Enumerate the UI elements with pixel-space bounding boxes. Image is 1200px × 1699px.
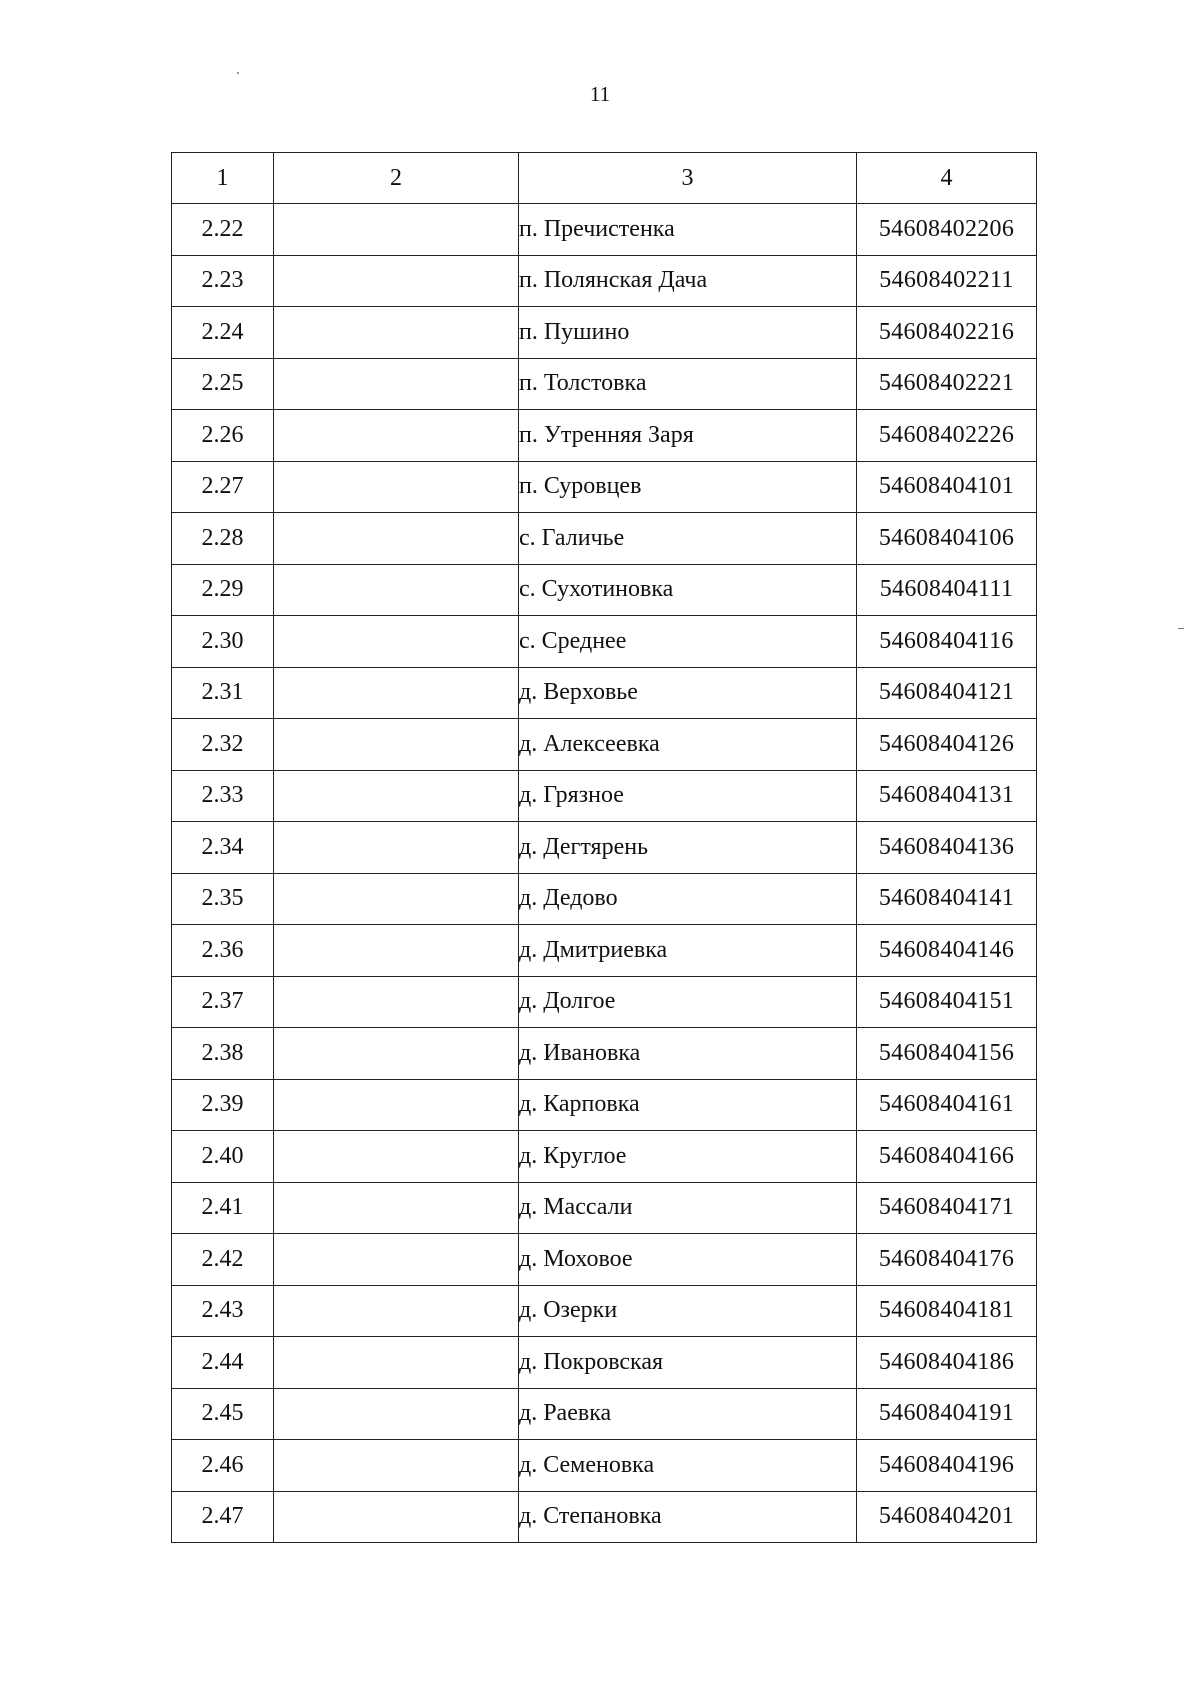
row-number-cell: 2.46 <box>172 1440 274 1492</box>
row-number-cell: 2.35 <box>172 873 274 925</box>
table-row <box>172 822 1037 874</box>
table-row <box>172 1388 1037 1440</box>
oktmo-code-cell: 54608404166 <box>857 1131 1037 1183</box>
row-number-cell: 2.28 <box>172 513 274 565</box>
oktmo-code-cell: 54608404136 <box>857 822 1037 874</box>
oktmo-code-cell: 54608404156 <box>857 1028 1037 1080</box>
column-2-cell <box>274 770 519 822</box>
settlement-name-cell: с. Сухотиновка <box>519 564 857 616</box>
settlement-name-cell: д. Моховое <box>519 1234 857 1286</box>
settlement-name-cell: с. Среднее <box>519 616 857 668</box>
row-number-cell: 2.33 <box>172 770 274 822</box>
column-2-cell <box>274 1079 519 1131</box>
oktmo-code-cell: 54608404101 <box>857 461 1037 513</box>
oktmo-code-cell: 54608402216 <box>857 307 1037 359</box>
settlement-name-cell: д. Дедово <box>519 873 857 925</box>
settlement-name-cell: д. Покровская <box>519 1337 857 1389</box>
oktmo-code-cell: 54608402206 <box>857 204 1037 256</box>
row-number-cell: 2.32 <box>172 719 274 771</box>
page-number: 11 <box>589 82 611 106</box>
oktmo-code-cell: 54608404181 <box>857 1285 1037 1337</box>
settlement-name-cell: п. Утренняя Заря <box>519 410 857 462</box>
row-number-cell: 2.38 <box>172 1028 274 1080</box>
settlements-table <box>171 152 1037 1543</box>
settlement-name-cell: д. Семеновка <box>519 1440 857 1492</box>
column-2-cell <box>274 1285 519 1337</box>
row-number-cell: 2.37 <box>172 976 274 1028</box>
settlement-name-cell: д. Верховье <box>519 667 857 719</box>
table-header-row <box>172 153 1037 204</box>
column-2-cell <box>274 822 519 874</box>
row-number-cell: 2.25 <box>172 358 274 410</box>
settlement-name-cell: д. Озерки <box>519 1285 857 1337</box>
column-header-3: 3 <box>519 153 857 204</box>
table-row <box>172 461 1037 513</box>
row-number-cell: 2.34 <box>172 822 274 874</box>
oktmo-code-cell: 54608404186 <box>857 1337 1037 1389</box>
table-row <box>172 1234 1037 1286</box>
table-row <box>172 1440 1037 1492</box>
table-row <box>172 616 1037 668</box>
column-2-cell <box>274 461 519 513</box>
column-2-cell <box>274 719 519 771</box>
oktmo-code-cell: 54608402226 <box>857 410 1037 462</box>
settlement-name-cell: с. Галичье <box>519 513 857 565</box>
column-2-cell <box>274 1491 519 1543</box>
table-row <box>172 770 1037 822</box>
table-body <box>172 204 1037 1543</box>
settlement-name-cell: п. Толстовка <box>519 358 857 410</box>
row-number-cell: 2.30 <box>172 616 274 668</box>
row-number-cell: 2.40 <box>172 1131 274 1183</box>
oktmo-code-cell: 54608404126 <box>857 719 1037 771</box>
column-2-cell <box>274 1182 519 1234</box>
table-row <box>172 513 1037 565</box>
row-number-cell: 2.45 <box>172 1388 274 1440</box>
table-row <box>172 667 1037 719</box>
settlement-name-cell: д. Дегтярень <box>519 822 857 874</box>
table-row <box>172 204 1037 256</box>
settlement-name-cell: п. Пушино <box>519 307 857 359</box>
oktmo-code-cell: 54608404106 <box>857 513 1037 565</box>
table-row <box>172 976 1037 1028</box>
column-2-cell <box>274 358 519 410</box>
column-2-cell <box>274 564 519 616</box>
table-row <box>172 1337 1037 1389</box>
column-2-cell <box>274 925 519 977</box>
settlement-name-cell: д. Грязное <box>519 770 857 822</box>
oktmo-code-cell: 54608404171 <box>857 1182 1037 1234</box>
table-row <box>172 1028 1037 1080</box>
oktmo-code-cell: 54608402211 <box>857 255 1037 307</box>
table-row <box>172 1285 1037 1337</box>
oktmo-code-cell: 54608404196 <box>857 1440 1037 1492</box>
column-2-cell <box>274 873 519 925</box>
table-row <box>172 1491 1037 1543</box>
settlement-name-cell: п. Пречистенка <box>519 204 857 256</box>
column-2-cell <box>274 1440 519 1492</box>
column-2-cell <box>274 204 519 256</box>
column-2-cell <box>274 1131 519 1183</box>
settlement-name-cell: д. Степановка <box>519 1491 857 1543</box>
column-2-cell <box>274 1028 519 1080</box>
table-row <box>172 358 1037 410</box>
table-row <box>172 1182 1037 1234</box>
oktmo-code-cell: 54608404121 <box>857 667 1037 719</box>
column-2-cell <box>274 1337 519 1389</box>
scan-speck <box>1178 628 1184 629</box>
oktmo-code-cell: 54608404161 <box>857 1079 1037 1131</box>
row-number-cell: 2.24 <box>172 307 274 359</box>
row-number-cell: 2.44 <box>172 1337 274 1389</box>
table-row <box>172 1131 1037 1183</box>
settlement-name-cell: д. Карповка <box>519 1079 857 1131</box>
settlement-name-cell: д. Раевка <box>519 1388 857 1440</box>
column-2-cell <box>274 410 519 462</box>
settlement-name-cell: д. Алексеевка <box>519 719 857 771</box>
column-2-cell <box>274 1234 519 1286</box>
column-2-cell <box>274 255 519 307</box>
row-number-cell: 2.42 <box>172 1234 274 1286</box>
oktmo-code-cell: 54608404191 <box>857 1388 1037 1440</box>
table-row <box>172 1079 1037 1131</box>
row-number-cell: 2.26 <box>172 410 274 462</box>
column-header-2: 2 <box>274 153 519 204</box>
oktmo-code-cell: 54608404141 <box>857 873 1037 925</box>
row-number-cell: 2.41 <box>172 1182 274 1234</box>
row-number-cell: 2.31 <box>172 667 274 719</box>
oktmo-code-cell: 54608404176 <box>857 1234 1037 1286</box>
row-number-cell: 2.27 <box>172 461 274 513</box>
column-header-1: 1 <box>172 153 274 204</box>
column-2-cell <box>274 616 519 668</box>
row-number-cell: 2.23 <box>172 255 274 307</box>
table-row <box>172 255 1037 307</box>
settlement-name-cell: д. Ивановка <box>519 1028 857 1080</box>
oktmo-code-cell: 54608404151 <box>857 976 1037 1028</box>
settlement-name-cell: д. Дмитриевка <box>519 925 857 977</box>
settlement-name-cell: д. Массали <box>519 1182 857 1234</box>
row-number-cell: 2.22 <box>172 204 274 256</box>
row-number-cell: 2.47 <box>172 1491 274 1543</box>
settlement-name-cell: п. Суровцев <box>519 461 857 513</box>
oktmo-code-cell: 54608404116 <box>857 616 1037 668</box>
settlement-name-cell: д. Круглое <box>519 1131 857 1183</box>
oktmo-code-cell: 54608404201 <box>857 1491 1037 1543</box>
oktmo-code-cell: 54608404111 <box>857 564 1037 616</box>
column-2-cell <box>274 667 519 719</box>
table-row <box>172 925 1037 977</box>
settlement-name-cell: п. Полянская Дача <box>519 255 857 307</box>
row-number-cell: 2.29 <box>172 564 274 616</box>
table-row <box>172 719 1037 771</box>
table-row <box>172 410 1037 462</box>
row-number-cell: 2.39 <box>172 1079 274 1131</box>
column-2-cell <box>274 307 519 359</box>
column-2-cell <box>274 976 519 1028</box>
table-row <box>172 307 1037 359</box>
column-header-4: 4 <box>857 153 1037 204</box>
scan-speck <box>237 72 239 74</box>
row-number-cell: 2.43 <box>172 1285 274 1337</box>
oktmo-code-cell: 54608402221 <box>857 358 1037 410</box>
column-2-cell <box>274 513 519 565</box>
settlement-name-cell: д. Долгое <box>519 976 857 1028</box>
row-number-cell: 2.36 <box>172 925 274 977</box>
table-row <box>172 873 1037 925</box>
oktmo-code-cell: 54608404146 <box>857 925 1037 977</box>
column-2-cell <box>274 1388 519 1440</box>
oktmo-code-cell: 54608404131 <box>857 770 1037 822</box>
table-row <box>172 564 1037 616</box>
